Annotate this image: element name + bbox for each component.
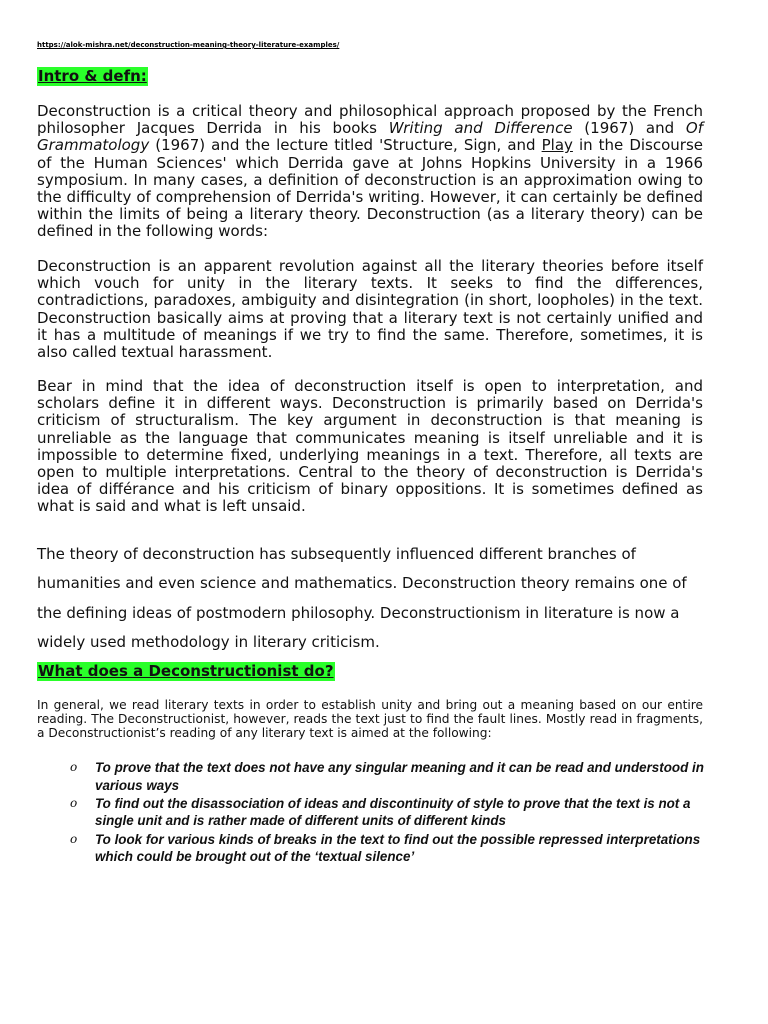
- list-item: [70, 831, 706, 866]
- intro-paragraph-4: The theory of deconstruction has subsequently influenced different branches of humanities and even science and mathematics. Deconstruction theory remains one of the defining ideas of postmodern philosophy. Deconstructionism in literature is now a widely used methodology in literary criticism.: [37, 545, 687, 651]
- aims-list: [70, 759, 706, 866]
- list-item-text: To prove that the text does not have any singular meaning and it can be read and understood in various ways: [95, 760, 704, 793]
- text-run: Deconstruction is a critical theory and philosophical approach proposed by the French philosopher Jacques Derrida in his books: [37, 102, 703, 138]
- text-run: (1967) and: [572, 119, 686, 138]
- list-item: [70, 759, 706, 794]
- deconstructionist-paragraph: In general, we read literary texts in order to establish unity and bring out a meaning based on our entire reading. The Deconstructionist, however, reads the text just to find the fault lines. Mostly read in fragments, a Deconstructionist’s reading of any literary text is aimed at the following:: [37, 698, 703, 741]
- bullet-marker: o: [70, 760, 78, 774]
- list-item-text: To find out the disassociation of ideas and discontinuity of style to prove that the text is not a single unit and is rather made of different units of different kinds: [95, 795, 691, 829]
- text-run: (1967) and the lecture titled 'Structure, Sign, and: [149, 136, 542, 155]
- book-title: Writing and Difference: [388, 119, 573, 138]
- list-item-text: To look for various kinds of breaks in the text to find out the possible repressed interpretations which could be brought out of the ‘textual silence’: [95, 831, 701, 865]
- bullet-marker: o: [70, 795, 78, 810]
- bullet-marker: o: [70, 831, 78, 846]
- source-link[interactable]: https://alok-mishra.net/deconstruction-meaning-theory-literature-examples/: [37, 41, 340, 49]
- underlined-text: Play: [541, 136, 573, 155]
- intro-paragraph-2: Deconstruction is an apparent revolution against all the literary theories before itself which vouch for unity in the literary texts. It seeks to find the differences, contradictions, paradoxes, ambiguity and disintegration (in short, loopholes) in the text. Deconstruction basically aims at proving that a literary text is not certainly unified and it has a multitude of meanings if we try to find the same. Therefore, sometimes, it is also called textual harassment.: [37, 257, 703, 362]
- book-title: Of Grammatology: [37, 119, 703, 155]
- intro-paragraph-3: Bear in mind that the idea of deconstruction itself is open to interpretation, and scholars define it in different ways. Deconstruction is primarily based on Derrida's criticism of structuralism. The key argument in deconstruction is that meaning is unreliable as the language that communicates meaning is itself unreliable and it is impossible to determine fixed, underlying meanings in a text. Therefore, all texts are open to multiple interpretations. Central to the theory of deconstruction is Derrida's idea of différance and his criticism of binary oppositions. It is sometimes defined as what is said and what is left unsaid.: [37, 377, 703, 516]
- text-run: in the Discourse of the Human Sciences' which Derrida gave at Johns Hopkins University in a 1966 symposium. In many cases, a definition of deconstruction is an approximation owing to the difficulty of comprehension of Derrida's writing. However, it can certainly be defined within the limits of being a literary theory. Deconstruction (as a literary theory) can be defined in the following words:: [37, 136, 703, 241]
- intro-heading: Intro & defn:: [38, 67, 147, 85]
- deconstructionist-heading: What does a Deconstructionist do?: [38, 662, 334, 680]
- intro-paragraph-1: [37, 103, 703, 241]
- list-item: [70, 795, 706, 830]
